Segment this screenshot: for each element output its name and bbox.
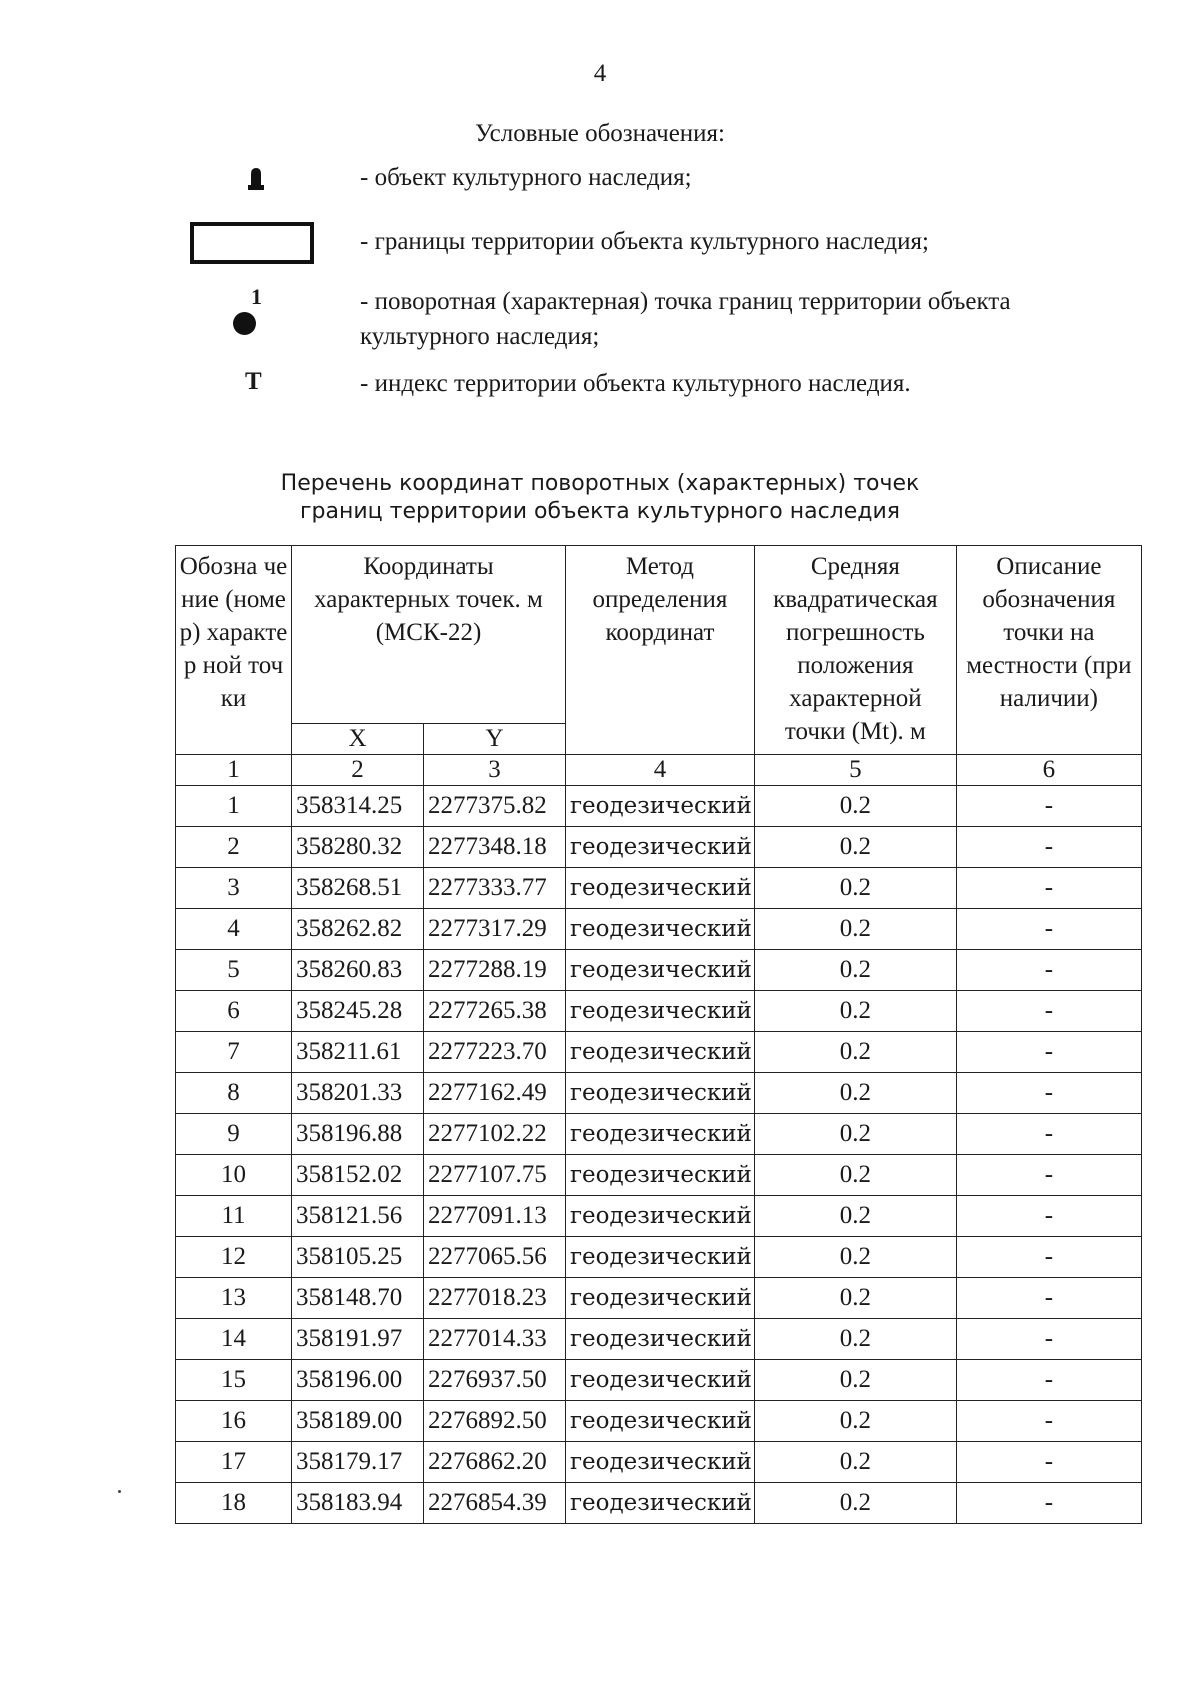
cell-description: - — [956, 827, 1141, 868]
header-y: Y — [424, 724, 566, 755]
cell-x: 358148.70 — [292, 1278, 424, 1319]
cell-x: 358191.97 — [292, 1319, 424, 1360]
column-index: 2 — [292, 755, 424, 786]
header-designation: Обозна чение (номер) характер ной точки — [176, 546, 292, 755]
cell-y: 2276862.20 — [424, 1442, 566, 1483]
cell-method: геодезический — [566, 786, 755, 827]
cell-mt: 0.2 — [754, 1155, 956, 1196]
cell-description: - — [956, 1319, 1141, 1360]
cell-mt: 0.2 — [754, 1278, 956, 1319]
cell-y: 2276892.50 — [424, 1401, 566, 1442]
column-index: 3 — [424, 755, 566, 786]
column-index: 5 — [754, 755, 956, 786]
cell-point-number: 13 — [176, 1278, 292, 1319]
column-index: 1 — [176, 755, 292, 786]
cell-x: 358189.00 — [292, 1401, 424, 1442]
cell-method: геодезический — [566, 1196, 755, 1237]
cell-mt: 0.2 — [754, 786, 956, 827]
cell-x: 358245.28 — [292, 991, 424, 1032]
cell-mt: 0.2 — [754, 1360, 956, 1401]
cell-y: 2277018.23 — [424, 1278, 566, 1319]
cell-point-number: 17 — [176, 1442, 292, 1483]
cell-mt: 0.2 — [754, 827, 956, 868]
cell-mt: 0.2 — [754, 1442, 956, 1483]
cell-description: - — [956, 991, 1141, 1032]
cell-point-number: 3 — [176, 868, 292, 909]
cell-method: геодезический — [566, 1237, 755, 1278]
table-row — [176, 991, 1142, 1032]
cell-point-number: 8 — [176, 1073, 292, 1114]
cell-point-number: 15 — [176, 1360, 292, 1401]
header-method: Метод определения координат — [566, 546, 755, 755]
table-title — [0, 470, 1200, 526]
table-row — [176, 1278, 1142, 1319]
cell-point-number: 14 — [176, 1319, 292, 1360]
cell-point-number: 18 — [176, 1483, 292, 1524]
table-row — [176, 827, 1142, 868]
cell-y: 2277091.13 — [424, 1196, 566, 1237]
cell-mt: 0.2 — [754, 868, 956, 909]
cell-description: - — [956, 1155, 1141, 1196]
cell-y: 2277162.49 — [424, 1073, 566, 1114]
page-number: 4 — [593, 60, 607, 87]
header-description: Описание обозначения точки на местности (при наличии) — [956, 546, 1141, 755]
header-x: X — [292, 724, 424, 755]
legend-text: - поворотная (характерная) точка границ территории объекта культурного наследия; — [360, 288, 1011, 350]
cell-method: геодезический — [566, 1401, 755, 1442]
cell-description: - — [956, 1073, 1141, 1114]
cell-point-number: 11 — [176, 1196, 292, 1237]
table-row — [176, 1442, 1142, 1483]
scan-speck — [118, 1490, 121, 1493]
cell-point-number: 1 — [176, 786, 292, 827]
cell-y: 2277107.75 — [424, 1155, 566, 1196]
cell-point-number: 9 — [176, 1114, 292, 1155]
cell-description: - — [956, 950, 1141, 991]
cell-y: 2277348.18 — [424, 827, 566, 868]
table-row — [176, 868, 1142, 909]
cell-x: 358152.02 — [292, 1155, 424, 1196]
cell-mt: 0.2 — [754, 991, 956, 1032]
turning-point-icon — [230, 284, 270, 340]
cell-method: геодезический — [566, 827, 755, 868]
cell-x: 358260.83 — [292, 950, 424, 991]
turning-point-dot — [233, 312, 256, 335]
cell-method: геодезический — [566, 868, 755, 909]
legend-text: - индекс территории объекта культурного наследия. — [360, 370, 911, 397]
cell-description: - — [956, 1278, 1141, 1319]
cell-method: геодезический — [566, 950, 755, 991]
table-row — [176, 1032, 1142, 1073]
cell-method: геодезический — [566, 1319, 755, 1360]
cell-mt: 0.2 — [754, 1073, 956, 1114]
table-row — [176, 1196, 1142, 1237]
cell-point-number: 2 — [176, 827, 292, 868]
table-row — [176, 1114, 1142, 1155]
cell-mt: 0.2 — [754, 1237, 956, 1278]
table-row — [176, 1401, 1142, 1442]
table-row — [176, 1360, 1142, 1401]
cell-method: геодезический — [566, 1073, 755, 1114]
cell-description: - — [956, 1360, 1141, 1401]
cell-x: 358196.88 — [292, 1114, 424, 1155]
cell-y: 2276854.39 — [424, 1483, 566, 1524]
cell-mt: 0.2 — [754, 1196, 956, 1237]
table-row — [176, 1319, 1142, 1360]
column-index: 4 — [566, 755, 755, 786]
legend-text: - границы территории объекта культурного наследия; — [360, 228, 929, 255]
cell-point-number: 16 — [176, 1401, 292, 1442]
header-coordinates: Координаты характерных точек. м (МСК-22) — [292, 546, 566, 724]
cell-point-number: 12 — [176, 1237, 292, 1278]
table-row — [176, 786, 1142, 827]
cell-mt: 0.2 — [754, 1483, 956, 1524]
cell-method: геодезический — [566, 991, 755, 1032]
cell-method: геодезический — [566, 1483, 755, 1524]
table-row — [176, 1073, 1142, 1114]
table-row — [176, 950, 1142, 991]
cell-description: - — [956, 1114, 1141, 1155]
cell-y: 2277102.22 — [424, 1114, 566, 1155]
legend-title: Условные обозначения: — [474, 120, 726, 147]
cell-mt: 0.2 — [754, 950, 956, 991]
table-body — [176, 786, 1142, 1524]
cell-method: геодезический — [566, 1442, 755, 1483]
cell-x: 358211.61 — [292, 1032, 424, 1073]
cell-description: - — [956, 1237, 1141, 1278]
cell-x: 358201.33 — [292, 1073, 424, 1114]
cell-y: 2277317.29 — [424, 909, 566, 950]
cell-description: - — [956, 1032, 1141, 1073]
cell-method: геодезический — [566, 1032, 755, 1073]
cell-description: - — [956, 1442, 1141, 1483]
cell-x: 358262.82 — [292, 909, 424, 950]
cell-x: 358196.00 — [292, 1360, 424, 1401]
turning-point-number: 1 — [251, 284, 262, 309]
cell-y: 2277265.38 — [424, 991, 566, 1032]
legend-text: - объект культурного наследия; — [360, 164, 692, 191]
cell-y: 2276937.50 — [424, 1360, 566, 1401]
cell-mt: 0.2 — [754, 1032, 956, 1073]
cell-x: 358121.56 — [292, 1196, 424, 1237]
cell-y: 2277333.77 — [424, 868, 566, 909]
cell-mt: 0.2 — [754, 1114, 956, 1155]
cell-x: 358280.32 — [292, 827, 424, 868]
cell-description: - — [956, 1483, 1141, 1524]
territory-border-icon — [190, 222, 314, 264]
cell-point-number: 7 — [176, 1032, 292, 1073]
cell-description: - — [956, 909, 1141, 950]
cell-description: - — [956, 1401, 1141, 1442]
cell-method: геодезический — [566, 1278, 755, 1319]
cell-point-number: 4 — [176, 909, 292, 950]
cell-description: - — [956, 1196, 1141, 1237]
cell-point-number: 6 — [176, 991, 292, 1032]
cell-y: 2277223.70 — [424, 1032, 566, 1073]
cell-x: 358105.25 — [292, 1237, 424, 1278]
cell-y: 2277375.82 — [424, 786, 566, 827]
table-title-line-1: Перечень координат поворотных (характерных) точек — [280, 471, 920, 496]
cell-mt: 0.2 — [754, 1401, 956, 1442]
cell-method: геодезический — [566, 1114, 755, 1155]
coordinates-table — [175, 545, 1142, 1524]
cell-method: геодезический — [566, 909, 755, 950]
cell-mt: 0.2 — [754, 1319, 956, 1360]
cell-x: 358268.51 — [292, 868, 424, 909]
cell-x: 358314.25 — [292, 786, 424, 827]
table-row — [176, 1237, 1142, 1278]
cell-description: - — [956, 786, 1141, 827]
table-row — [176, 1483, 1142, 1524]
cell-y: 2277288.19 — [424, 950, 566, 991]
header-error: Средняя квадратическая погрешность положения характерной точки (Mt). м — [754, 546, 956, 755]
table-row — [176, 1155, 1142, 1196]
cell-description: - — [956, 868, 1141, 909]
table-title-line-2: границ территории объекта культурного наследия — [299, 499, 901, 524]
table-row — [176, 909, 1142, 950]
cell-point-number: 5 — [176, 950, 292, 991]
cell-point-number: 10 — [176, 1155, 292, 1196]
cell-x: 358179.17 — [292, 1442, 424, 1483]
cell-y: 2277065.56 — [424, 1237, 566, 1278]
cell-y: 2277014.33 — [424, 1319, 566, 1360]
column-index: 6 — [956, 755, 1141, 786]
cell-x: 358183.94 — [292, 1483, 424, 1524]
cell-method: геодезический — [566, 1155, 755, 1196]
heritage-object-icon — [247, 168, 265, 190]
territory-index-icon: Т — [245, 368, 262, 395]
cell-mt: 0.2 — [754, 909, 956, 950]
cell-method: геодезический — [566, 1360, 755, 1401]
